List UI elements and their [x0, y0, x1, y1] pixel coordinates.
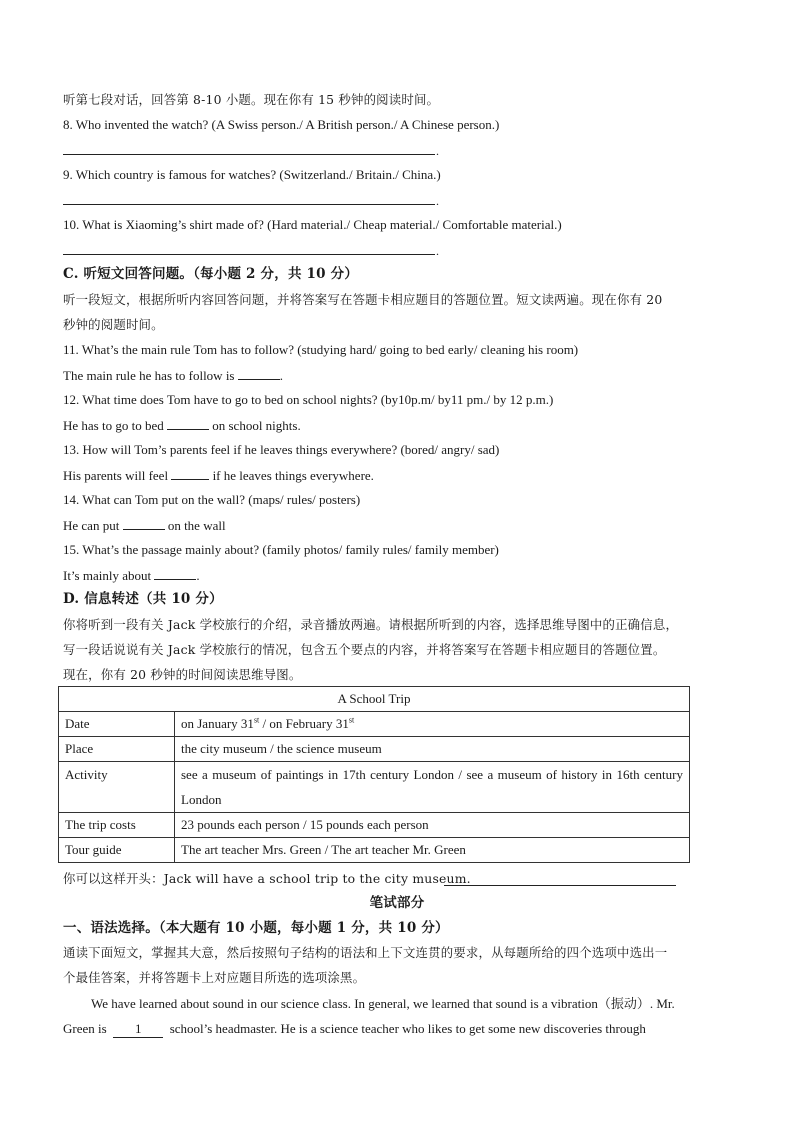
section-d-instruction-3: 现在，你有 20 秒钟的时间阅读思维导图。 [63, 667, 302, 682]
section-d-instruction-2: 写一段话说说有关 Jack 学校旅行的情况，包含五个要点的内容，并将答案写在答题卡相应题目的答题位置。 [63, 642, 666, 657]
table-row [59, 813, 690, 838]
date-option-b: / on February 31 [259, 716, 349, 731]
question-12: 12. What time does Tom have to go to bed on school nights? (by10p.m/ by11 pm./ by 12 p.m.) [63, 392, 554, 407]
section-d-heading: D. 信息转述（共 10 分） [63, 591, 223, 607]
answer-dot-10: . [436, 244, 439, 258]
answer-blank-12[interactable] [167, 417, 209, 430]
answer-blank-13[interactable] [171, 467, 209, 480]
passage-line-1: We have learned about sound in our science class. In general, we learned that sound is a vibration（振动）. Mr. [91, 996, 675, 1011]
row-label-cost: The trip costs [59, 813, 175, 838]
question-10: 10. What is Xiaoming’s shirt made of? (Hard material./ Cheap material./ Comfortable material.) [63, 217, 562, 232]
answer-blank-15[interactable] [154, 567, 196, 580]
answer-prefix: It’s mainly about [63, 568, 152, 583]
written-part-title: 笔试部分 [369, 895, 425, 911]
school-trip-mind-map-table [58, 686, 690, 863]
answer-dot-8: . [436, 144, 439, 158]
passage-text: Green is [63, 1021, 107, 1036]
grammar-instruction-1: 通读下面短文，掌握其大意，然后按照句子结构的语法和上下文连贯的要求，从每题所给的四个选项中选出一 [63, 945, 668, 960]
answer-row-13 [63, 467, 374, 484]
section-c-heading: C. 听短文回答问题。（每小题 2 分，共 10 分） [63, 266, 359, 282]
answer-dot-9: . [436, 194, 439, 208]
row-label-date: Date [59, 712, 175, 737]
answer-prefix: The main rule he has to follow is [63, 368, 235, 383]
answer-blank-11[interactable] [238, 367, 280, 380]
answer-prefix: He can put [63, 518, 120, 533]
table-row [59, 762, 690, 813]
passage-line-2 [63, 1021, 646, 1038]
table-row [59, 737, 690, 762]
answer-blank-14[interactable] [123, 517, 165, 530]
starter-row [63, 871, 471, 887]
answer-line-8[interactable] [63, 154, 435, 155]
table-title-row [59, 687, 690, 712]
table-row [59, 838, 690, 863]
question-11: 11. What’s the main rule Tom has to follow? (studying hard/ going to bed early/ cleaning his room) [63, 342, 579, 357]
starter-answer-line[interactable] [444, 885, 676, 886]
row-value-tour-guide: The art teacher Mrs. Green / The art teacher Mr. Green [175, 838, 690, 863]
answer-row-15 [63, 567, 200, 584]
date-option-a: on January 31 [181, 716, 254, 731]
row-value-place: the city museum / the science museum [175, 737, 690, 762]
answer-suffix: on the wall [167, 518, 226, 533]
answer-suffix: on school nights. [212, 418, 301, 433]
grammar-instruction-2: 个最佳答案，并将答题卡上对应题目所选的选项涂黑。 [63, 970, 366, 985]
section-c-instruction-1: 听一段短文，根据所听内容回答问题，并将答案写在答题卡相应题目的答题位置。短文读两遍。现在你有 20 [63, 292, 663, 307]
passage-text: school’s headmaster. He is a science teacher who likes to get some new discoveries through [169, 1021, 646, 1036]
answer-row-14 [63, 517, 226, 534]
answer-suffix: . [196, 568, 200, 583]
answer-suffix: . [279, 368, 283, 383]
answer-suffix: if he leaves things everywhere. [212, 468, 374, 483]
row-value-activity: see a museum of paintings in 17th century London / see a museum of history in 16th century London [175, 762, 690, 813]
answer-line-9[interactable] [63, 204, 435, 205]
grammar-section-heading: 一、语法选择。（本大题有 10 小题，每小题 1 分，共 10 分） [63, 920, 449, 936]
answer-line-10[interactable] [63, 254, 435, 255]
row-label-activity: Activity [59, 762, 175, 813]
starter-text: 你可以这样开头：Jack will have a school trip to the city museum. [63, 871, 471, 886]
section-d-instruction-1: 你将听到一段有关 Jack 学校旅行的介绍，录音播放两遍。请根据所听到的内容，选择思维导图中的正确信息， [63, 617, 679, 632]
answer-row-11 [63, 367, 283, 384]
question-8: 8. Who invented the watch? (A Swiss person./ A British person./ A Chinese person.) [63, 117, 500, 132]
blank-1[interactable]: 1 [113, 1021, 163, 1038]
row-label-tour-guide: Tour guide [59, 838, 175, 863]
row-label-place: Place [59, 737, 175, 762]
table-title: A School Trip [59, 687, 690, 712]
question-13: 13. How will Tom’s parents feel if he leaves things everywhere? (bored/ angry/ sad) [63, 442, 500, 457]
section-c-instruction-2: 秒钟的阅题时间。 [63, 317, 164, 332]
date-suffix-b: st [348, 715, 355, 725]
question-14: 14. What can Tom put on the wall? (maps/ rules/ posters) [63, 492, 361, 507]
question-15: 15. What’s the passage mainly about? (family photos/ family rules/ family member) [63, 542, 499, 557]
answer-row-12 [63, 417, 301, 434]
question-9: 9. Which country is famous for watches? (Switzerland./ Britain./ China.) [63, 167, 441, 182]
dialogue-7-intro: 听第七段对话，回答第 8-10 小题。现在你有 15 秒钟的阅读时间。 [63, 92, 440, 107]
row-value-cost: 23 pounds each person / 15 pounds each person [175, 813, 690, 838]
answer-prefix: He has to go to bed [63, 418, 164, 433]
date-suffix-a: st [253, 715, 260, 725]
row-value-date [175, 712, 690, 737]
table-row [59, 712, 690, 737]
answer-prefix: His parents will feel [63, 468, 169, 483]
